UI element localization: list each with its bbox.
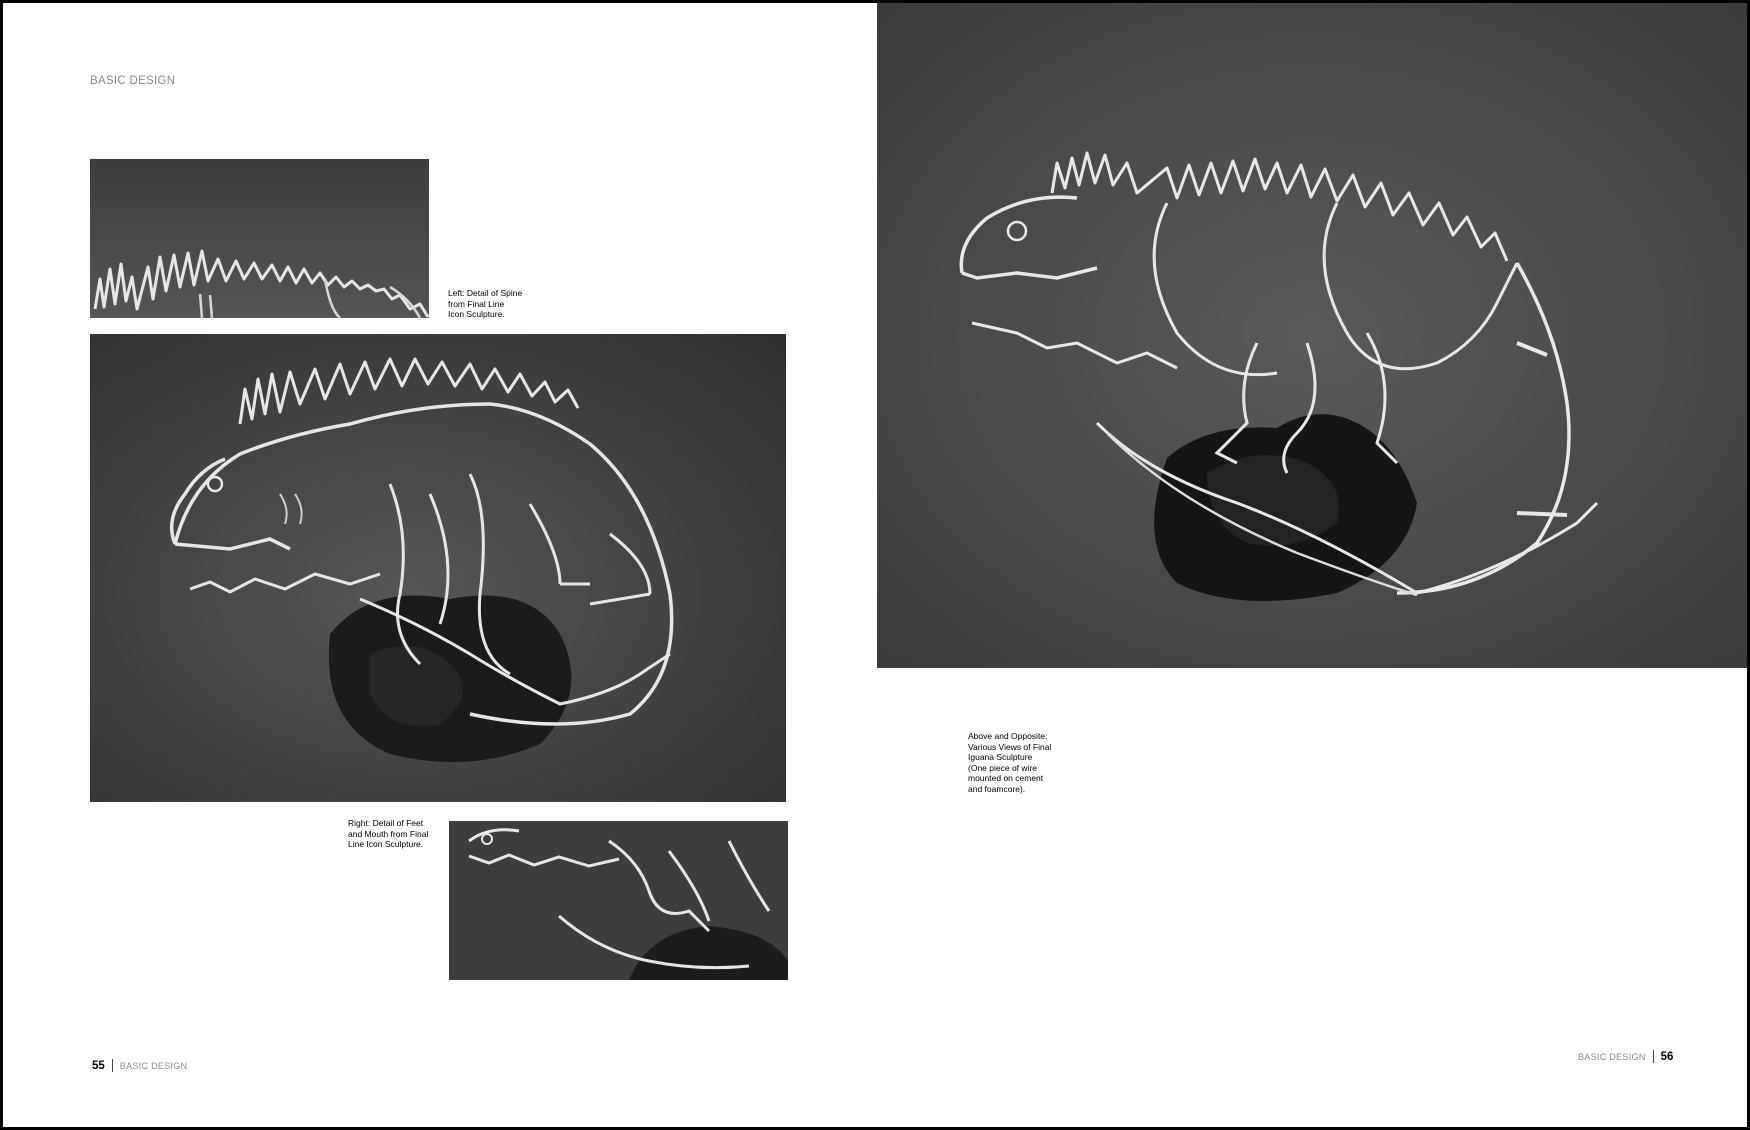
footer-right bbox=[1578, 1050, 1673, 1063]
page-number-right: 56 bbox=[1660, 1050, 1674, 1063]
caption-feet-detail: Right: Detail of Feet and Mouth from Final Line Icon Sculpture. bbox=[348, 818, 429, 849]
photo-spine-detail bbox=[90, 159, 429, 318]
photo-main-right bbox=[877, 3, 1747, 668]
footer-label-left: BASIC DESIGN bbox=[119, 1060, 188, 1071]
footer-divider-right bbox=[1653, 1050, 1654, 1063]
running-header: BASIC DESIGN bbox=[90, 75, 176, 87]
caption-spine-detail: Left: Detail of Spine from Final Line Icon Sculpture. bbox=[448, 288, 523, 319]
page-number-left: 55 bbox=[92, 1059, 105, 1072]
footer-label-right: BASIC DESIGN bbox=[1578, 1051, 1646, 1062]
photo-main-left bbox=[90, 334, 786, 802]
caption-main: Above and Opposite: Various Views of Final Iguana Sculpture (One piece of wire mounted on cement and foamcore). bbox=[968, 731, 1052, 794]
photo-feet-detail bbox=[449, 821, 788, 980]
footer-divider-left bbox=[112, 1059, 113, 1072]
footer-left bbox=[92, 1059, 187, 1072]
